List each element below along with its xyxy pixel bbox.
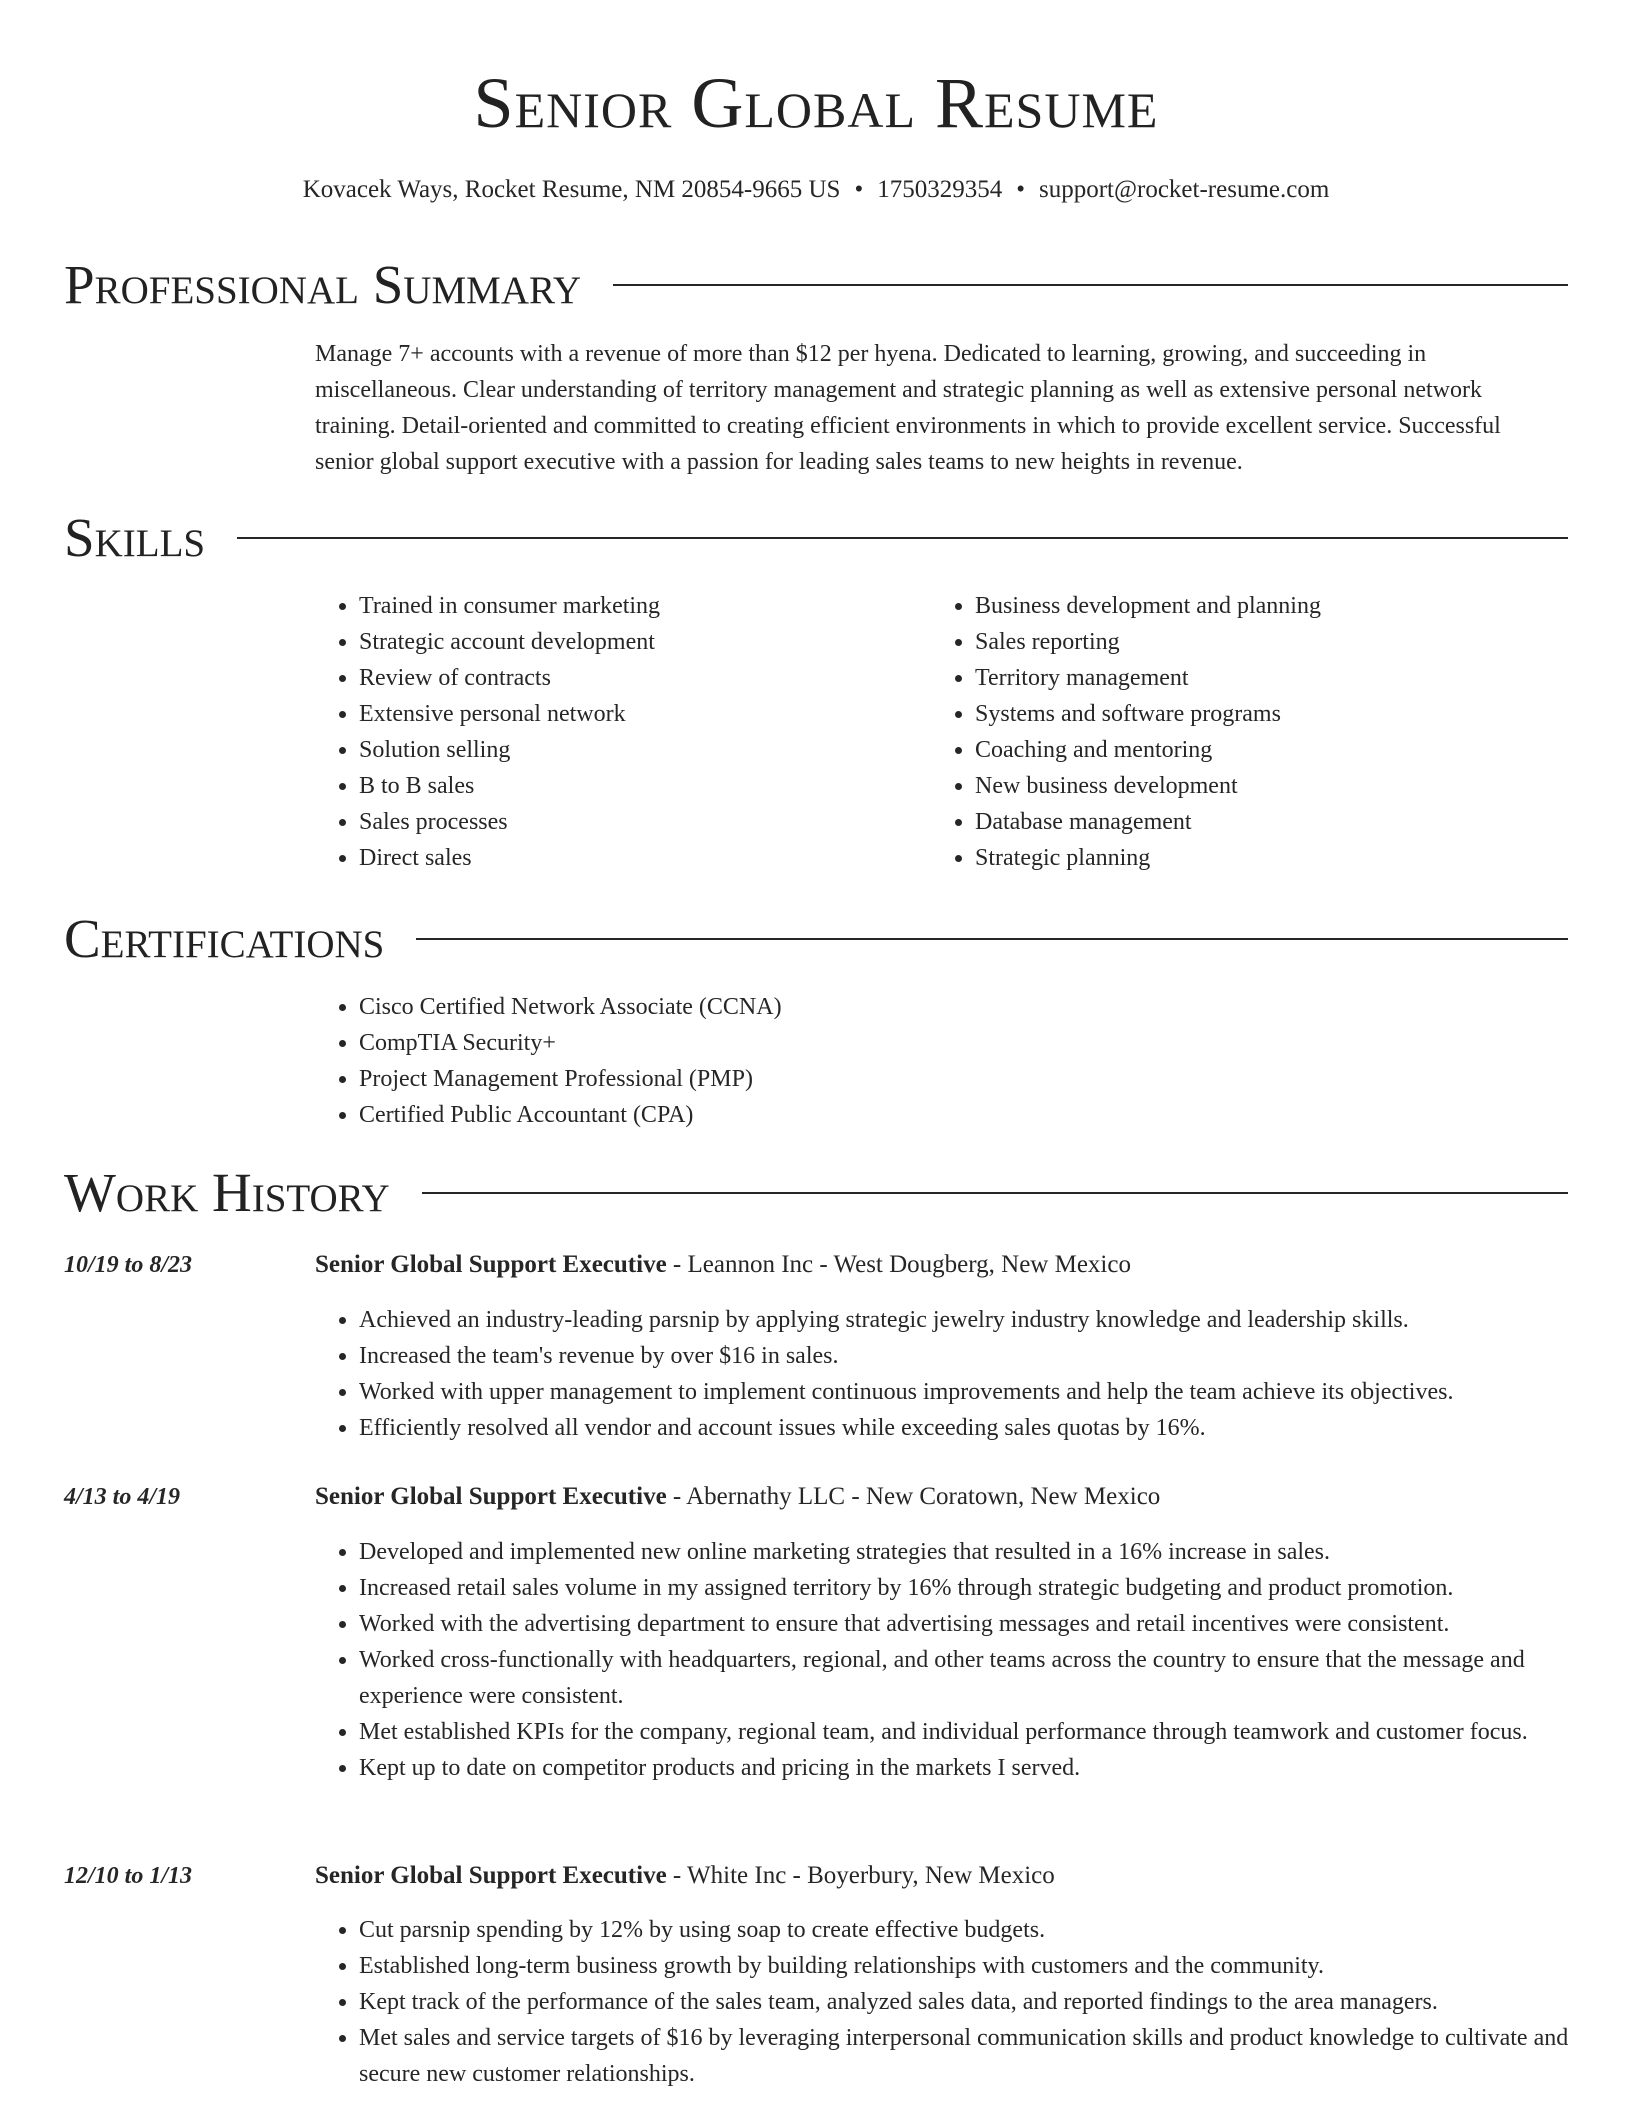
work-section-header [64,1158,1568,1228]
job-bullet: • Efficiently resolved all vendor and account issues while exceeding sales quotas by 16%. [359,1410,1609,1446]
contact-separator: • [854,176,864,203]
job-bullet: • Worked with upper management to implement continuous improvements and help the team achieve its objectives. [359,1374,1609,1410]
contact-line [0,172,1632,208]
job-bullet: • Developed and implemented new online marketing strategies that resulted in a 16% increase in sales. [359,1534,1609,1570]
job-title: Senior Global Support Executive [315,1251,667,1278]
job-bullet: • Kept track of the performance of the sales team, analyzed sales data, and reported findings to the area managers. [359,1984,1609,2020]
job-dates: 10/19 to 8/23 [64,1252,193,1278]
section-divider [416,938,1568,940]
skill-item: • B to B sales [359,768,919,804]
skill-item: • New business development [975,768,1595,804]
contact-email[interactable]: support@rocket-resume.com [1038,176,1330,203]
section-divider [237,537,1568,539]
section-divider [422,1192,1568,1194]
job-company-location: - Leannon Inc - West Dougberg, New Mexico [666,1251,1131,1278]
certifications-section-header [64,904,1568,974]
skill-item: • Territory management [975,660,1595,696]
job-bullet: • Increased the team's revenue by over $16 in sales. [359,1338,1609,1374]
job-bullets [315,1302,1609,1446]
job-bullet: • Kept up to date on competitor products and pricing in the markets I served. [359,1750,1609,1786]
skill-item: • Trained in consumer marketing [359,588,919,624]
skill-item: • Coaching and mentoring [975,732,1595,768]
skill-item: • Extensive personal network [359,696,919,732]
summary-heading: Professional Summary [64,254,582,315]
certification-item: • Certified Public Accountant (CPA) [359,1097,1559,1133]
job-title: Senior Global Support Executive [315,1483,667,1510]
skill-item: • Systems and software programs [975,696,1595,732]
skills-section-header [64,503,1568,573]
job-company-location: - Abernathy LLC - New Coratown, New Mexico [666,1483,1161,1510]
job-bullets [315,1912,1609,2092]
job-bullet: • Increased retail sales volume in my assigned territory by 16% through strategic budgeting and product promotion. [359,1570,1609,1606]
certification-item: • CompTIA Security+ [359,1025,1559,1061]
skill-item: • Solution selling [359,732,919,768]
job-company-location: - White Inc - Boyerbury, New Mexico [666,1862,1055,1889]
job-bullets [315,1534,1609,1786]
skill-item: • Database management [975,804,1595,840]
job-bullet: • Worked with the advertising department to ensure that advertising messages and retail incentives were consistent. [359,1606,1609,1642]
contact-separator: • [1016,176,1025,203]
skill-item: • Sales processes [359,804,919,840]
certifications-heading: Certifications [64,908,385,969]
skill-item: • Strategic account development [359,624,919,660]
job-dates: 4/13 to 4/19 [64,1484,181,1510]
job-bullet: • Cut parsnip spending by 12% by using soap to create effective budgets. [359,1912,1609,1948]
job-title: Senior Global Support Executive [315,1862,667,1889]
resume-name: Senior Global Resume [473,63,1159,143]
certification-item: • Cisco Certified Network Associate (CCNA) [359,989,1559,1025]
skills-list-left [315,588,919,876]
contact-address: Kovacek Ways, Rocket Resume, NM 20854-9665 US [302,176,841,203]
skill-item: • Business development and planning [975,588,1595,624]
job-title-line [315,1479,1160,1515]
skill-item: • Review of contracts [359,660,919,696]
job-bullet: • Achieved an industry-leading parsnip by applying strategic jewelry industry knowledge and leadership skills. [359,1302,1609,1338]
certifications-list [315,989,1559,1133]
skill-item: • Strategic planning [975,840,1595,876]
skills-heading: Skills [64,507,206,568]
job-bullet: • Met sales and service targets of $16 by leveraging interpersonal communication skills and product knowledge to cultivate and secure new customer relationships. [359,2020,1609,2092]
job-bullet: • Met established KPIs for the company, regional team, and individual performance through teamwork and customer focus. [359,1714,1609,1750]
job-title-line [315,1247,1131,1283]
skill-item: • Sales reporting [975,624,1595,660]
job-dates: 12/10 to 1/13 [64,1863,193,1889]
skills-list-right [931,588,1595,876]
work-heading: Work History [64,1162,390,1223]
skill-item: • Direct sales [359,840,919,876]
certification-item: • Project Management Professional (PMP) [359,1061,1559,1097]
job-bullet: • Established long-term business growth by building relationships with customers and the community. [359,1948,1609,1984]
summary-text: Manage 7+ accounts with a revenue of more than $12 per hyena. Dedicated to learning, growing, and succeeding in miscellaneous. Clear understanding of territory management and strategic planning as well as extensive personal network training. Detail-oriented and committed to creating efficient environments in which to provide excellent service. Successful senior global support executive with a passion for leading sales teams to new heights in revenue. [315,341,1501,475]
summary-section-header [64,250,1568,320]
section-divider [613,284,1568,286]
contact-phone: 1750329354 [877,176,1003,203]
job-title-line [315,1858,1055,1894]
job-bullet: • Worked cross-functionally with headquarters, regional, and other teams across the country to ensure that the message and experience were consistent. [359,1642,1609,1714]
